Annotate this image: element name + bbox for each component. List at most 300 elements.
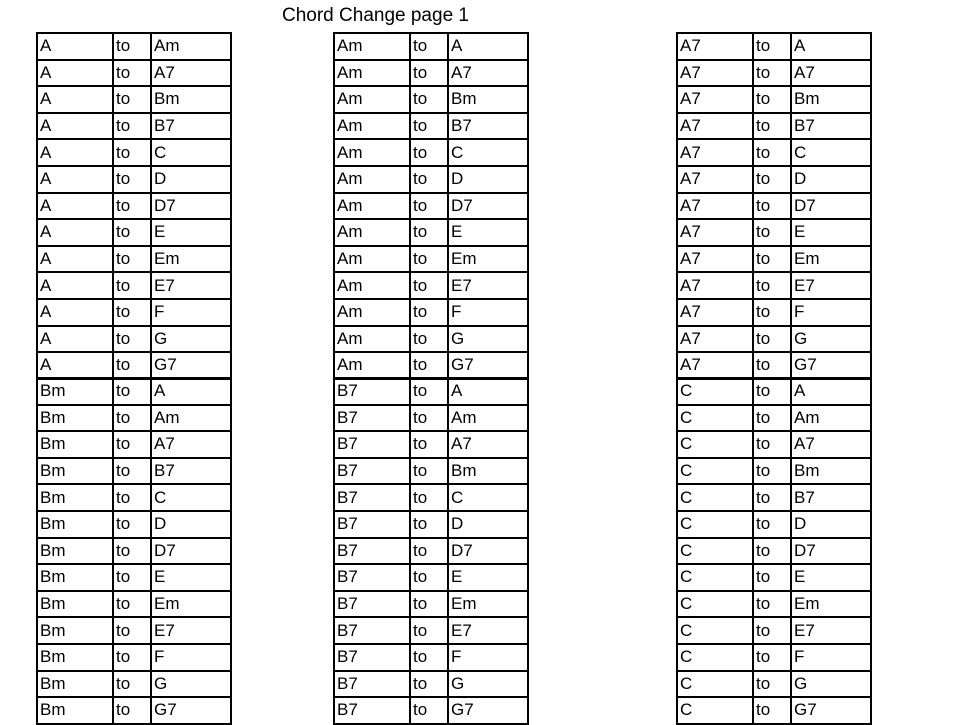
table-row [37,405,231,432]
from-chord-cell: Am [334,60,410,87]
to-label-cell: to [753,33,791,60]
to-label-cell: to [410,352,448,379]
table-row [334,326,528,353]
from-chord-cell: B7 [334,564,410,591]
from-chord-cell: A [37,246,113,273]
to-label-cell: to [753,538,791,565]
to-label-cell: to [753,484,791,511]
table-row [37,458,231,485]
to-chord-cell: Am [151,33,231,60]
table-row [37,617,231,644]
to-chord-cell: Em [791,591,871,618]
to-chord-cell: Em [151,591,231,618]
table-row [334,113,528,140]
from-chord-cell: Am [334,246,410,273]
to-chord-cell: B7 [791,484,871,511]
table-row [334,511,528,538]
to-label-cell: to [410,193,448,220]
from-chord-cell: A [37,326,113,353]
from-chord-cell: C [677,378,753,405]
table-row [37,538,231,565]
to-label-cell: to [113,272,151,299]
to-label-cell: to [753,431,791,458]
to-chord-cell: Em [448,246,528,273]
table-row [37,644,231,671]
table-row [334,193,528,220]
table-row [677,326,871,353]
to-chord-cell: G7 [151,352,231,379]
from-chord-cell: C [677,591,753,618]
table-row [677,166,871,193]
from-chord-cell: A7 [677,60,753,87]
from-chord-cell: Bm [37,591,113,618]
table-row [37,113,231,140]
to-label-cell: to [113,538,151,565]
to-label-cell: to [410,484,448,511]
to-chord-cell: C [151,139,231,166]
to-label-cell: to [410,166,448,193]
from-chord-cell: C [677,564,753,591]
table-row [37,139,231,166]
table-row [334,431,528,458]
to-label-cell: to [410,219,448,246]
to-chord-cell: Bm [448,458,528,485]
to-label-cell: to [410,86,448,113]
to-chord-cell: B7 [448,113,528,140]
from-chord-cell: A [37,193,113,220]
to-chord-cell: E [791,219,871,246]
to-label-cell: to [113,671,151,698]
table-row [334,60,528,87]
from-chord-cell: B7 [334,617,410,644]
from-chord-cell: B7 [334,697,410,724]
from-chord-cell: B7 [334,644,410,671]
to-chord-cell: G [448,671,528,698]
table-row [37,511,231,538]
table-row [677,591,871,618]
to-label-cell: to [113,591,151,618]
to-chord-cell: G7 [448,352,528,379]
from-chord-cell: B7 [334,591,410,618]
from-chord-cell: Bm [37,671,113,698]
to-chord-cell: A [791,33,871,60]
from-chord-cell: A7 [677,86,753,113]
table-row [37,272,231,299]
table-row [37,166,231,193]
from-chord-cell: A7 [677,246,753,273]
table-row [677,219,871,246]
to-chord-cell: F [151,644,231,671]
from-chord-cell: A7 [677,33,753,60]
to-label-cell: to [113,326,151,353]
page-title: Chord Change page 1 [282,5,469,26]
to-label-cell: to [753,352,791,379]
from-chord-cell: A7 [677,352,753,379]
from-chord-cell: Am [334,272,410,299]
to-chord-cell: G7 [791,697,871,724]
to-chord-cell: D7 [791,193,871,220]
to-label-cell: to [113,193,151,220]
to-label-cell: to [113,352,151,379]
to-label-cell: to [113,431,151,458]
from-chord-cell: B7 [334,405,410,432]
to-label-cell: to [113,219,151,246]
to-chord-cell: G [791,671,871,698]
to-chord-cell: C [448,484,528,511]
to-chord-cell: B7 [791,113,871,140]
chord-table-c [676,377,872,725]
to-chord-cell: B7 [151,113,231,140]
table-row [334,86,528,113]
from-chord-cell: B7 [334,538,410,565]
to-chord-cell: Am [448,405,528,432]
from-chord-cell: B7 [334,671,410,698]
table-row [334,484,528,511]
from-chord-cell: Am [334,139,410,166]
from-chord-cell: A [37,139,113,166]
table-row [334,538,528,565]
table-row [37,484,231,511]
table-row [677,60,871,87]
to-label-cell: to [410,378,448,405]
to-label-cell: to [753,86,791,113]
to-chord-cell: F [448,299,528,326]
table-row [677,484,871,511]
table-row [37,246,231,273]
to-label-cell: to [753,299,791,326]
table-row [677,617,871,644]
from-chord-cell: B7 [334,458,410,485]
from-chord-cell: Am [334,86,410,113]
from-chord-cell: C [677,511,753,538]
table-row [677,564,871,591]
table-row [334,671,528,698]
from-chord-cell: B7 [334,511,410,538]
to-chord-cell: C [791,139,871,166]
to-label-cell: to [113,378,151,405]
table-row [677,538,871,565]
to-chord-cell: F [448,644,528,671]
from-chord-cell: A [37,33,113,60]
from-chord-cell: A [37,86,113,113]
from-chord-cell: Am [334,193,410,220]
to-label-cell: to [410,405,448,432]
table-row [677,139,871,166]
table-row [334,405,528,432]
to-label-cell: to [753,166,791,193]
to-label-cell: to [113,166,151,193]
to-label-cell: to [410,299,448,326]
to-chord-cell: E [791,564,871,591]
to-label-cell: to [410,617,448,644]
to-label-cell: to [113,33,151,60]
to-chord-cell: E7 [448,617,528,644]
to-label-cell: to [113,644,151,671]
chord-table-b7 [333,377,529,725]
from-chord-cell: A7 [677,166,753,193]
from-chord-cell: C [677,644,753,671]
from-chord-cell: Bm [37,644,113,671]
to-chord-cell: D7 [448,538,528,565]
from-chord-cell: A [37,272,113,299]
to-label-cell: to [410,671,448,698]
to-chord-cell: D [791,166,871,193]
table-row [677,246,871,273]
from-chord-cell: A [37,299,113,326]
to-label-cell: to [753,644,791,671]
to-chord-cell: E7 [448,272,528,299]
to-chord-cell: D [151,166,231,193]
to-chord-cell: G7 [791,352,871,379]
from-chord-cell: C [677,538,753,565]
to-chord-cell: E [448,564,528,591]
to-chord-cell: D7 [151,538,231,565]
table-row [677,193,871,220]
from-chord-cell: A [37,352,113,379]
to-label-cell: to [753,246,791,273]
table-row [677,352,871,379]
table-row [677,458,871,485]
to-label-cell: to [753,326,791,353]
to-chord-cell: Em [791,246,871,273]
table-row [37,299,231,326]
from-chord-cell: Bm [37,538,113,565]
to-label-cell: to [410,139,448,166]
to-label-cell: to [113,484,151,511]
to-label-cell: to [753,511,791,538]
chord-table-am [333,32,529,380]
to-chord-cell: A [791,378,871,405]
to-chord-cell: Bm [791,458,871,485]
table-row [334,352,528,379]
to-label-cell: to [753,139,791,166]
to-chord-cell: B7 [151,458,231,485]
to-chord-cell: Bm [448,86,528,113]
from-chord-cell: Am [334,113,410,140]
to-label-cell: to [410,564,448,591]
table-row [677,644,871,671]
to-chord-cell: G7 [151,697,231,724]
to-label-cell: to [113,697,151,724]
to-label-cell: to [753,697,791,724]
table-row [37,60,231,87]
to-label-cell: to [753,591,791,618]
to-label-cell: to [753,564,791,591]
table-row [334,644,528,671]
table-row [37,193,231,220]
to-chord-cell: C [151,484,231,511]
from-chord-cell: C [677,458,753,485]
to-label-cell: to [410,591,448,618]
to-chord-cell: A7 [791,431,871,458]
table-row [334,564,528,591]
to-chord-cell: A [448,33,528,60]
to-label-cell: to [753,458,791,485]
from-chord-cell: A [37,166,113,193]
from-chord-cell: Am [334,166,410,193]
to-chord-cell: D [151,511,231,538]
to-chord-cell: D [448,166,528,193]
table-row [334,166,528,193]
to-label-cell: to [113,246,151,273]
table-row [334,219,528,246]
from-chord-cell: Bm [37,484,113,511]
table-row [334,591,528,618]
from-chord-cell: A7 [677,113,753,140]
to-chord-cell: F [151,299,231,326]
to-label-cell: to [113,617,151,644]
from-chord-cell: Bm [37,617,113,644]
to-chord-cell: A7 [448,431,528,458]
to-chord-cell: D [448,511,528,538]
from-chord-cell: Bm [37,458,113,485]
to-label-cell: to [410,60,448,87]
from-chord-cell: Am [334,33,410,60]
to-chord-cell: A7 [791,60,871,87]
from-chord-cell: C [677,697,753,724]
to-label-cell: to [410,431,448,458]
from-chord-cell: Am [334,352,410,379]
from-chord-cell: C [677,671,753,698]
table-row [677,299,871,326]
from-chord-cell: A [37,219,113,246]
to-chord-cell: A7 [151,60,231,87]
to-label-cell: to [410,33,448,60]
to-label-cell: to [113,564,151,591]
to-chord-cell: E [448,219,528,246]
to-chord-cell: G [151,671,231,698]
from-chord-cell: Am [334,299,410,326]
to-chord-cell: F [791,299,871,326]
to-chord-cell: G [151,326,231,353]
table-row [677,33,871,60]
table-row [677,405,871,432]
table-row [37,86,231,113]
from-chord-cell: B7 [334,484,410,511]
to-label-cell: to [753,671,791,698]
from-chord-cell: B7 [334,378,410,405]
to-label-cell: to [410,272,448,299]
to-label-cell: to [753,193,791,220]
from-chord-cell: C [677,431,753,458]
to-chord-cell: D7 [151,193,231,220]
to-chord-cell: A7 [448,60,528,87]
table-row [37,671,231,698]
from-chord-cell: Bm [37,378,113,405]
from-chord-cell: A7 [677,219,753,246]
to-chord-cell: A [151,378,231,405]
table-row [677,86,871,113]
from-chord-cell: Bm [37,697,113,724]
from-chord-cell: A [37,60,113,87]
to-label-cell: to [753,378,791,405]
to-chord-cell: E7 [791,617,871,644]
from-chord-cell: B7 [334,431,410,458]
to-label-cell: to [113,299,151,326]
to-chord-cell: E7 [151,617,231,644]
from-chord-cell: A7 [677,272,753,299]
to-label-cell: to [753,60,791,87]
from-chord-cell: C [677,617,753,644]
to-label-cell: to [410,113,448,140]
to-label-cell: to [113,139,151,166]
from-chord-cell: Am [334,326,410,353]
table-row [37,219,231,246]
to-chord-cell: F [791,644,871,671]
to-chord-cell: Bm [791,86,871,113]
to-chord-cell: E [151,564,231,591]
to-label-cell: to [410,326,448,353]
table-row [677,431,871,458]
table-row [334,458,528,485]
to-label-cell: to [113,405,151,432]
table-row [37,564,231,591]
to-chord-cell: D [791,511,871,538]
table-row [37,378,231,405]
to-chord-cell: G [448,326,528,353]
from-chord-cell: A7 [677,139,753,166]
to-label-cell: to [410,511,448,538]
to-chord-cell: E [151,219,231,246]
to-label-cell: to [753,272,791,299]
to-chord-cell: Em [448,591,528,618]
table-row [677,113,871,140]
to-label-cell: to [113,113,151,140]
table-row [37,352,231,379]
from-chord-cell: A7 [677,299,753,326]
from-chord-cell: C [677,484,753,511]
table-row [334,272,528,299]
to-label-cell: to [410,246,448,273]
table-row [334,378,528,405]
chord-table-a [36,32,232,380]
to-chord-cell: Am [151,405,231,432]
to-chord-cell: Am [791,405,871,432]
to-chord-cell: G7 [448,697,528,724]
to-chord-cell: A7 [151,431,231,458]
table-row [677,272,871,299]
from-chord-cell: Bm [37,431,113,458]
to-label-cell: to [113,511,151,538]
to-chord-cell: A [448,378,528,405]
to-chord-cell: G [791,326,871,353]
to-label-cell: to [113,86,151,113]
from-chord-cell: A [37,113,113,140]
chord-table-a7 [676,32,872,380]
to-label-cell: to [410,458,448,485]
from-chord-cell: C [677,405,753,432]
to-chord-cell: E7 [791,272,871,299]
from-chord-cell: Am [334,219,410,246]
to-chord-cell: Bm [151,86,231,113]
to-chord-cell: C [448,139,528,166]
chord-table-bm [36,377,232,725]
table-row [334,33,528,60]
to-label-cell: to [753,113,791,140]
to-label-cell: to [753,617,791,644]
to-chord-cell: D7 [448,193,528,220]
to-label-cell: to [113,458,151,485]
table-row [677,378,871,405]
to-chord-cell: D7 [791,538,871,565]
table-row [37,431,231,458]
to-label-cell: to [410,697,448,724]
to-chord-cell: E7 [151,272,231,299]
from-chord-cell: A7 [677,326,753,353]
to-label-cell: to [753,405,791,432]
table-row [37,33,231,60]
table-row [334,299,528,326]
